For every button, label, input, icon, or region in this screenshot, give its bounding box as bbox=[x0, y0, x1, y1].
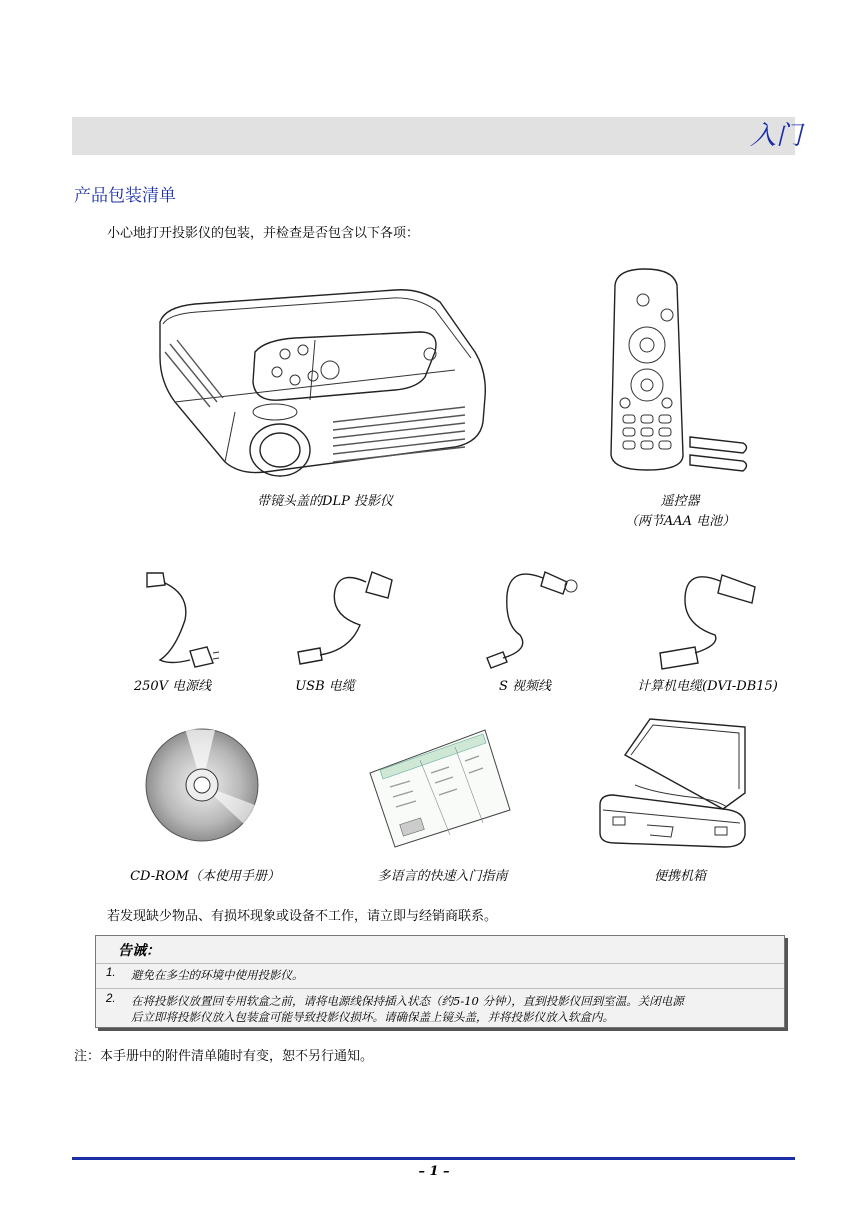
warning-divider bbox=[96, 988, 784, 989]
computer-cable-image bbox=[650, 565, 765, 675]
computer-cable-caption: 计算机电缆(DVI-DB15) bbox=[637, 679, 778, 694]
footer-rule bbox=[72, 1157, 795, 1160]
s-video-cable-caption: S 视频线 bbox=[498, 679, 552, 694]
carry-case-caption: 便携机箱 bbox=[653, 869, 706, 884]
cd-rom-caption: CD-ROM（本使用手册） bbox=[130, 869, 280, 884]
chapter-title: 入门 bbox=[749, 121, 802, 151]
warning-title: 告诫： bbox=[118, 943, 160, 959]
warning-item-2-text-line1: 在将投影仪放置回专用软盒之前，请将电源线保持插入状态（约5-10 分钟），直到投影仪回到室温。关闭电源 bbox=[131, 994, 684, 1008]
page-number: – 1 – bbox=[418, 1164, 450, 1179]
remote-control-image bbox=[605, 265, 755, 475]
remote-caption-line1: 遥控器 bbox=[660, 494, 700, 509]
quick-start-guide-image bbox=[365, 725, 515, 850]
usb-cable-image bbox=[280, 560, 405, 670]
cd-rom-image bbox=[145, 725, 260, 845]
remote-caption-line2: （两节AAA 电池） bbox=[624, 514, 736, 529]
power-cord-image bbox=[135, 565, 230, 670]
warning-divider bbox=[96, 963, 784, 964]
s-video-cable-image bbox=[475, 560, 585, 670]
projector-image bbox=[155, 282, 490, 482]
disclaimer-note: 注：本手册中的附件清单随时有变，恕不另行通知。 bbox=[74, 1049, 374, 1064]
warning-item-2-text-line2: 后立即将投影仪放入包装盒可能导致投影仪损坏。请确保盖上镜头盖，并将投影仪放入软盒内。 bbox=[131, 1010, 614, 1024]
warning-box bbox=[95, 935, 785, 1028]
power-cord-caption: 250V 电源线 bbox=[133, 679, 212, 694]
section-title: 产品包装清单 bbox=[74, 186, 176, 206]
warning-item-2-number: 2. bbox=[106, 993, 116, 1005]
intro-text: 小心地打开投影仪的包装，并检查是否包含以下各项： bbox=[107, 226, 420, 241]
warning-item-1-number: 1. bbox=[106, 967, 116, 979]
carry-case-image bbox=[595, 715, 755, 850]
warning-item-1-text: 避免在多尘的环境中使用投影仪。 bbox=[131, 968, 304, 982]
projector-caption: 带镜头盖的DLP 投影仪 bbox=[257, 494, 393, 509]
chapter-header-bar bbox=[72, 117, 795, 155]
usb-cable-caption: USB 电缆 bbox=[295, 679, 355, 694]
missing-items-text: 若发现缺少物品、有损坏现象或设备不工作，请立即与经销商联系。 bbox=[107, 909, 498, 924]
quick-start-guide-caption: 多语言的快速入门指南 bbox=[377, 869, 508, 884]
